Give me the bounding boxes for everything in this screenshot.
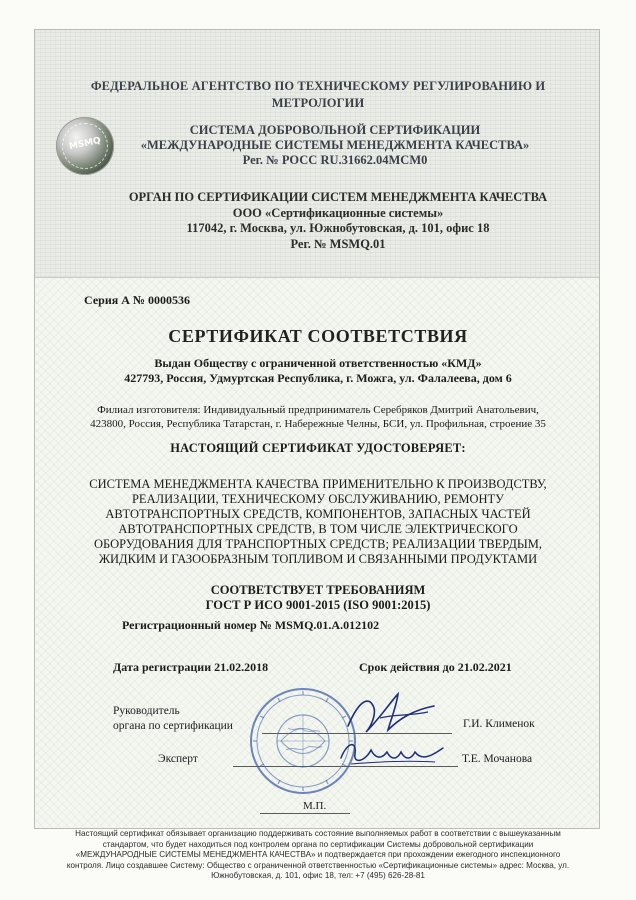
- agency-line-1: ФЕДЕРАЛЬНОЕ АГЕНТСТВО ПО ТЕХНИЧЕСКОМУ РЕГУЛИРОВАНИЮ И: [90, 79, 546, 93]
- expert-name: Т.Е. Мочанова: [462, 753, 533, 765]
- certificate-series: Серия А № 0000536: [84, 293, 190, 307]
- scope-line: РЕАЛИЗАЦИИ, ТЕХНИЧЕСКОМУ ОБСЛУЖИВАНИЮ, РЕМОНТУ: [131, 492, 504, 506]
- footer-line: контроля. Лицо создавшее Систему: Общество с ограниченной ответственностью «Сертификационные системы» адрес: Москва, ул.: [66, 860, 570, 870]
- complies-standard: ГОСТ Р ИСО 9001-2015 (ISO 9001:2015): [205, 598, 431, 612]
- scope-line: АВТОТРАНСПОРТНЫХ СРЕДСТВ, В ТОМ ЧИСЛЕ ЭЛЕКТРИЧЕСКОГО: [118, 522, 518, 536]
- branch-block: [0, 403, 636, 431]
- complies-line-1: СООТВЕТСТВУЕТ ТРЕБОВАНИЯМ: [210, 583, 426, 597]
- seal-place-label: М.П.: [303, 800, 327, 812]
- head-label-line-1: Руководитель: [113, 705, 180, 717]
- head-name: Г.И. Клименок: [463, 718, 535, 730]
- registration-date: Дата регистрации 21.02.2018: [113, 660, 269, 674]
- organ-line-2: ООО «Сертификационные системы»: [232, 205, 444, 220]
- certificate-title: СЕРТИФИКАТ СООТВЕТСТВИЯ: [168, 326, 468, 346]
- footer-line: Южнобутовская, д. 101, офис 18, тел: +7 (495) 626-28-81: [211, 871, 425, 881]
- certification-organ-block: [0, 190, 636, 252]
- agency-header: [0, 78, 636, 112]
- seal-place-line: [260, 813, 350, 814]
- organ-address: 117042, г. Москва, ул. Южнобутовская, д. 101, офис 18: [186, 221, 490, 235]
- scope-line: СИСТЕМА МЕНЕДЖМЕНТА КАЧЕСТВА ПРИМЕНИТЕЛЬНО К ПРОИЗВОДСТВУ,: [89, 477, 547, 491]
- scope-line: АВТОТРАНСПОРТНЫХ СРЕДСТВ, КОМПОНЕНТОВ, ЗАПАСНЫХ ЧАСТЕЙ: [105, 507, 531, 521]
- system-line-1: СИСТЕМА ДОБРОВОЛЬНОЙ СЕРТИФИКАЦИИ: [189, 123, 481, 137]
- footer-note: [55, 829, 581, 882]
- scope-line: ОБОРУДОВАНИЯ ДЛЯ ТРАНСПОРТНЫХ СРЕДСТВ; РЕАЛИЗАЦИИ ТВЕРДЫМ,: [93, 537, 542, 551]
- footer-line: «МЕЖДУНАРОДНЫЕ СИСТЕМЫ МЕНЕДЖМЕНТА КАЧЕСТВА» и подтверждается при прохождении ежегодного инспекционного: [75, 850, 561, 860]
- branch-line-2: 423800, Россия, Республика Татарстан, г. Набережные Челны, БСИ, ул. Профильная, строение 35: [90, 418, 546, 430]
- head-label: [113, 704, 233, 734]
- head-label-line-2: органа по сертификации: [113, 720, 233, 732]
- head-signature-icon: [340, 688, 440, 738]
- issued-line-1: Выдан Обществу с ограниченной ответственностью «КМД»: [154, 356, 482, 370]
- issued-line-2: 427793, Россия, Удмуртская Республика, г. Можга, ул. Фалалеева, дом 6: [124, 371, 512, 385]
- branch-line-1: Филиал изготовителя: Индивидуальный предприниматель Серебряков Дмитрий Анатольевич,: [97, 404, 539, 416]
- certifies-heading: НАСТОЯЩИЙ СЕРТИФИКАТ УДОСТОВЕРЯЕТ:: [170, 441, 466, 455]
- scope-line: ЖИДКИМ И ГАЗООБРАЗНЫМ ТОПЛИВОМ И СВЯЗАННЫМИ ПРОДУКТАМИ: [98, 552, 538, 566]
- compliance-block: [0, 583, 636, 613]
- registration-number: Регистрационный номер № MSMQ.01.A.012102: [122, 618, 380, 632]
- validity-date: Срок действия до 21.02.2021: [359, 660, 512, 674]
- footer-line: стандартом, что будет находиться под контролем органа по сертификации Системы добровольной сертификации: [102, 839, 534, 849]
- footer-line: Настоящий сертификат обязывает организацию поддерживать состояние выполняемых работ в соответствии с вышеуказанным: [75, 829, 561, 838]
- expert-signature-icon: [335, 732, 450, 772]
- agency-line-2: МЕТРОЛОГИИ: [271, 96, 365, 110]
- issued-to-block: [0, 356, 636, 386]
- hologram-text: MSMQ: [68, 135, 102, 153]
- scope-block: [0, 477, 636, 567]
- system-reg-number: Рег. № РОСС RU.31662.04МСМ0: [242, 153, 428, 167]
- certification-system-block: [0, 123, 636, 168]
- organ-line-1: ОРГАН ПО СЕРТИФИКАЦИИ СИСТЕМ МЕНЕДЖМЕНТА КАЧЕСТВА: [128, 190, 548, 204]
- system-line-2: «МЕЖДУНАРОДНЫЕ СИСТЕМЫ МЕНЕДЖМЕНТА КАЧЕСТВА»: [140, 138, 530, 152]
- expert-label: Эксперт: [158, 753, 198, 765]
- organ-reg-number: Рег. № MSMQ.01: [290, 236, 386, 251]
